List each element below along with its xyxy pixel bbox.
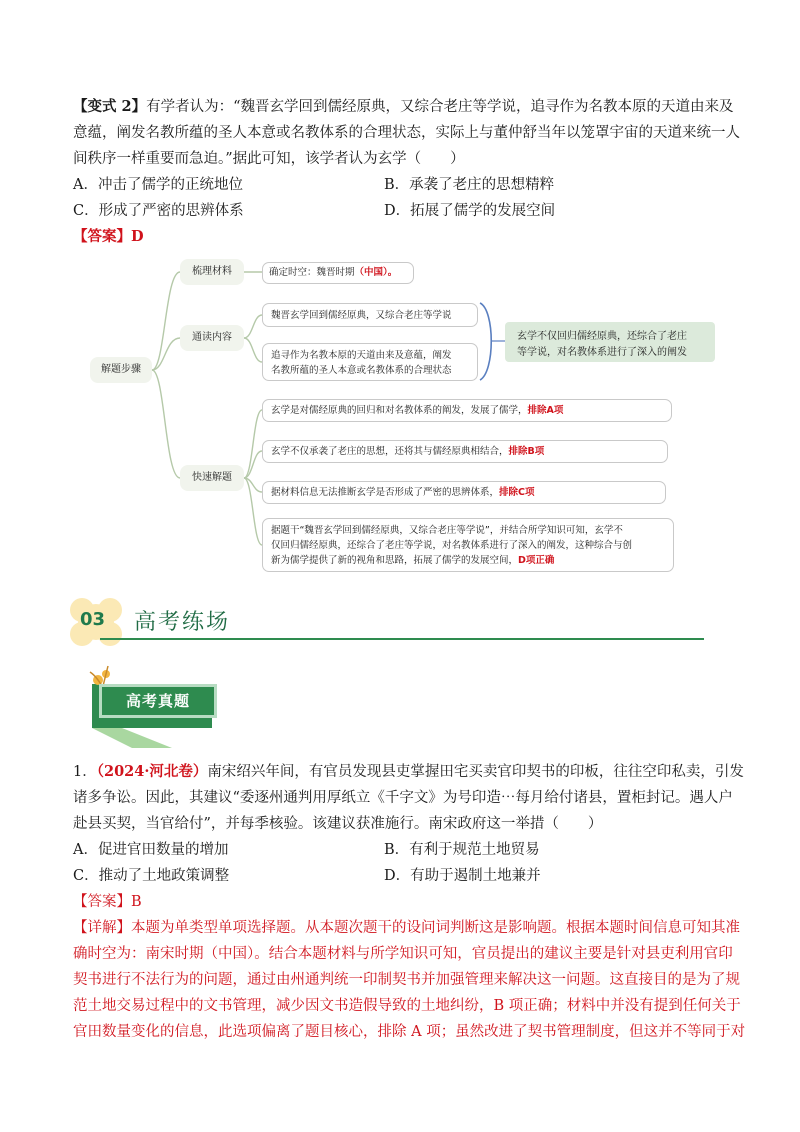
variant2-answer-value: D	[131, 228, 144, 245]
mindmap-item-c-red: 排除C项	[499, 487, 535, 498]
q1-option-c: C．推动了土地政策调整	[73, 868, 230, 884]
section-number: 03	[80, 609, 106, 630]
mindmap-branch-2: 通读内容	[180, 325, 244, 351]
mindmap-item-d-line-2: 仅回归儒经原典，还综合了老庄等学说，对名教体系进行了深入的阐发，这种综合与创	[271, 540, 633, 551]
variant2-option-b: B．承袭了老庄的思想精粹	[384, 177, 555, 193]
q1-answer-label: 【答案】	[73, 894, 131, 910]
mindmap-root: 解题步骤	[90, 357, 152, 383]
variant2-line3: 间秩序一样重要而急迫。”据此可知，该学者认为玄学（ ）	[73, 151, 465, 167]
mindmap-item-d-line-3	[271, 553, 665, 568]
q1-text-1: 南宋绍兴年间，有官员发现县吏掌握田宅买卖官印契书的印板，往往空印私卖，引发	[207, 764, 744, 780]
ribbon-label: 高考真题	[99, 684, 217, 718]
q1-detail-line-5: 官田数量变化的信息，此选项偏离了题目核心，排除 A 项；虽然改进了契书管理制度，但这并不等同于对	[73, 1024, 746, 1040]
mindmap-item-c-text: 据材料信息无法推断玄学是否形成了严密的思辨体系，	[271, 487, 500, 498]
q1-option-a: A．促进官田数量的增加	[73, 842, 229, 858]
section-title: 高考练场	[134, 610, 231, 635]
q1-line3: 赴县买契，当官给付”，并每季核验。该建议获准施行。南宋政府这一举措（ ）	[73, 816, 603, 832]
mindmap-item-d-text: 新为儒学提供了新的视角和思路，拓展了儒学的发展空间，	[271, 555, 519, 566]
mindmap-branch-2-item-2-line-1: 追寻作为名教本原的天道由来及意蕴，阐发	[271, 350, 452, 361]
mindmap-branch-3-item-a	[262, 399, 672, 422]
mindmap-branch-2-item-2-line-2: 名教所蕴的圣人本意或名教体系的合理状态	[271, 365, 452, 376]
q1-detail-line-1: 【详解】本题为单类型单项选择题。从本题次题干的设问词判断这是影响题。根据本题时间信息可知其准	[73, 920, 740, 936]
variant2-answer-label: 【答案】	[73, 228, 131, 245]
variant2-option-a: A．冲击了儒学的正统地位	[73, 177, 243, 193]
section-divider	[100, 638, 704, 640]
q1-number: 1．	[73, 764, 97, 780]
mindmap-item-b-text: 玄学不仅承袭了老庄的思想，还将其与儒经原典相结合，	[271, 446, 509, 457]
q1-answer	[73, 889, 142, 915]
mindmap-branch-2-summary-line-1: 玄学不仅回归儒经原典，还综合了老庄	[517, 331, 687, 342]
mindmap-item-b-red: 排除B项	[508, 446, 545, 457]
q1-option-d: D．有助于遏制土地兼并	[384, 868, 541, 884]
mindmap-branch-3: 快速解题	[180, 465, 244, 491]
variant2-tag: 【变式 2】	[73, 98, 147, 115]
mindmap-item-a-red: 排除A项	[527, 405, 564, 416]
mindmap-branch-1-detail	[262, 262, 414, 284]
mindmap-branch-2-item-1: 魏晋玄学回到儒经原典，又综合老庄等学说	[262, 303, 478, 327]
mindmap-branch-3-item-d	[262, 518, 674, 572]
mindmap-branch-2-summary	[505, 322, 715, 362]
q1-answer-value: B	[131, 894, 142, 910]
q1-detail-line-4: 范土地交易过程中的文书管理，减少因文书造假导致的土地纠纷，B 项正确；材料中并没有提到任何关于	[73, 998, 741, 1014]
mindmap-branch-1: 梳理材料	[180, 259, 244, 285]
q1-option-b: B．有利于规范土地贸易	[384, 842, 540, 858]
q1-line1	[73, 759, 744, 785]
mindmap-item-d-line-1: 据题干“魏晋玄学回到儒经原典，又综合老庄等学说”，并结合所学知识可知，玄学不	[271, 525, 623, 536]
q1-detail-line-2: 确时空为：南宋时期（中国）。结合本题材料与所学知识可知，官员提出的建议主要是针对县吏利用官印	[73, 946, 733, 962]
mindmap-branch-3-item-c	[262, 481, 666, 504]
mindmap-branch-2-item-2	[262, 343, 478, 381]
mindmap-branch-1-red: （中国）。	[354, 267, 398, 278]
variant2-text-1: 有学者认为：“魏晋玄学回到儒经原典，又综合老庄等学说，追寻作为名教本原的天道由来及	[146, 99, 734, 115]
mindmap-item-d-red: D项正确	[518, 555, 555, 566]
mindmap-item-a-text: 玄学是对儒经原典的回归和对名教体系的阐发，发展了儒学，	[271, 405, 528, 416]
q1-detail-line-3: 契书进行不法行为的问题，通过由州通判统一印制契书并加强管理来解决这一问题。这直接目的是为了规	[73, 972, 740, 988]
q1-source: （2024·河北卷）	[96, 763, 208, 780]
variant2-line2: 意蕴，阐发名教所蕴的圣人本意或名教体系的合理状态，实际上与董仲舒当年以笼罩宇宙的天道来统一人	[73, 125, 740, 141]
mindmap-branch-1-text: 确定时空：魏晋时期	[269, 267, 355, 278]
variant2-option-d: D．拓展了儒学的发展空间	[384, 203, 556, 219]
q1-line2: 诸多争讼。因此，其建议“委逐州通判用厚纸立《千字文》为号印造⋯每月给付诸县，置柜封记。遇人户	[73, 790, 733, 806]
variant2-option-c: C．形成了严密的思辨体系	[73, 203, 244, 219]
mindmap-branch-3-item-b	[262, 440, 668, 463]
mindmap-branch-2-summary-line-2: 等学说，对名教体系进行了深入的阐发	[517, 347, 687, 358]
